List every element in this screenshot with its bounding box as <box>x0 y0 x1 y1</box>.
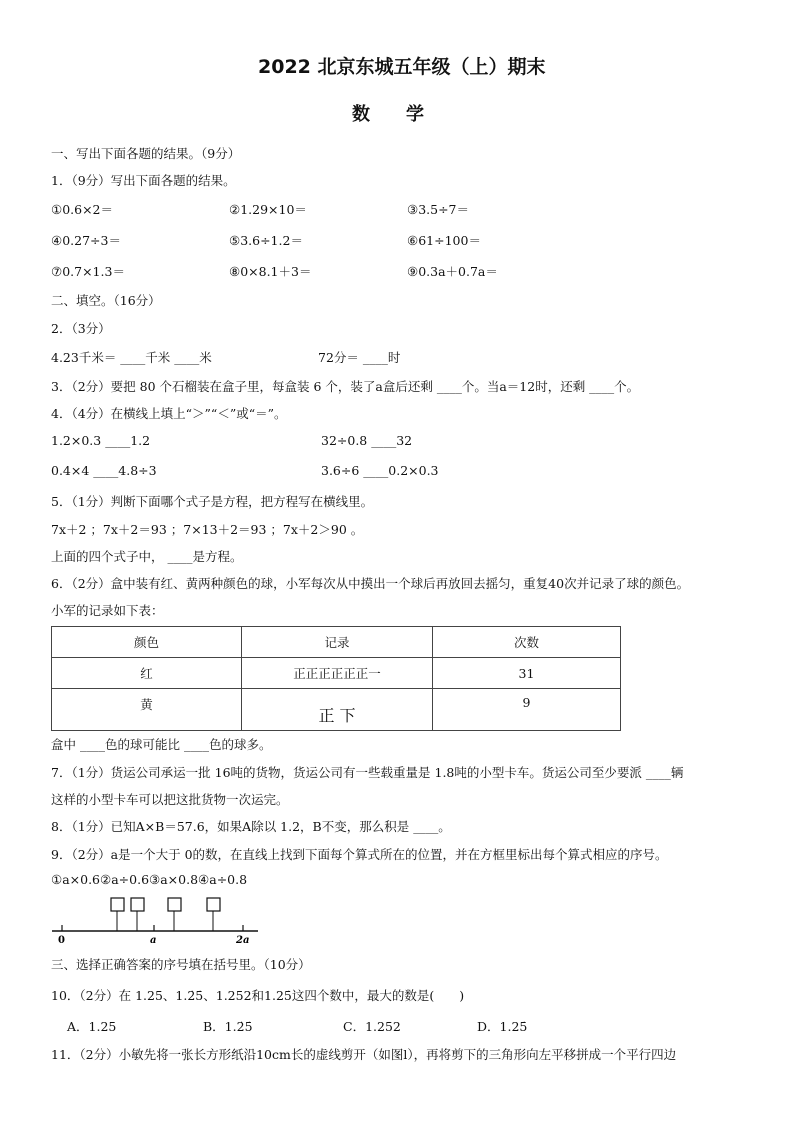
page-subtitle: 数 学 <box>352 104 424 125</box>
option-b[interactable]: B．1.2̇5̇ <box>203 1019 253 1034</box>
table-row <box>52 658 621 689</box>
question-10-stem: 10．（2分）在 1.25、1.2̇5̇、1.252和1.25̇这四个数中，最大的数是( ) <box>51 988 465 1003</box>
question-5-answer: 上面的四个式子中， ____是方程。 <box>51 549 243 564</box>
compare-item: 1.2×0.3 ____1.2 <box>51 433 151 448</box>
answer-box[interactable] <box>111 898 124 911</box>
question-5-stem: 5．（1分）判断下面哪个式子是方程，把方程写在横线里。 <box>51 494 374 509</box>
option-d[interactable]: D．1.25̇ <box>477 1019 528 1034</box>
answer-box[interactable] <box>131 898 144 911</box>
section-heading-2: 二、填空。（16分） <box>51 293 161 308</box>
number-line-figure <box>50 893 260 945</box>
question-2-part-a: 4.23千米＝ ____千米 ____米 <box>51 350 212 365</box>
question-6-stem: 6．（2分）盒中装有红、黄两种颜色的球，小军每次从中摸出一个球后再放回去摇匀，重复40次并记录了球的颜色。 <box>51 576 690 591</box>
calc-item: ⑧0×8.1＋3＝ <box>229 264 312 279</box>
question-7-line-2: 这样的小型卡车可以把这批货物一次运完。 <box>51 792 289 807</box>
calc-item: ⑨0.3a＋0.7a＝ <box>407 264 498 279</box>
answer-box[interactable] <box>207 898 220 911</box>
calc-item: ②1.29×10＝ <box>229 202 307 217</box>
page-title: 2022 北京东城五年级（上）期末 <box>258 56 546 78</box>
calc-item: ⑦0.7×1.3＝ <box>51 264 125 279</box>
calc-item: ⑥61÷100＝ <box>407 233 481 248</box>
axis-label-a: a <box>150 935 157 945</box>
option-c[interactable]: C．1.252 <box>343 1019 401 1034</box>
table-cell: 红 <box>52 658 242 689</box>
question-4-stem: 4．（4分）在横线上填上“＞”“＜”或“＝”。 <box>51 406 287 421</box>
option-a[interactable]: A．1.25 <box>67 1019 117 1034</box>
question-11-stem: 11．（2分）小敏先将一张长方形纸沿10cm长的虚线剪开（如图l），再将剪下的三角形向左平移拼成一个平行四边 <box>51 1047 677 1062</box>
table-header: 颜色 <box>52 627 242 658</box>
question-9-stem: 9．（2分）a是一个大于 0的数，在直线上找到下面每个算式所在的位置，并在方框里标出每个算式相应的序号。 <box>51 847 668 862</box>
table-cell: 31 <box>433 658 621 689</box>
calc-item: ①0.6×2＝ <box>51 202 114 217</box>
compare-item: 3.6÷6 ____0.2×0.3 <box>321 463 439 478</box>
record-table <box>51 626 621 731</box>
table-header: 次数 <box>433 627 621 658</box>
table-cell: 9 <box>433 689 621 731</box>
question-2-part-b: 72分＝ ____时 <box>318 350 401 365</box>
compare-item: 0.4×4 ____4.8÷3 <box>51 463 157 478</box>
compare-item: 32÷0.8 ____32 <box>321 433 413 448</box>
calc-item: ③3.5÷7＝ <box>407 202 470 217</box>
question-6-intro: 小军的记录如下表： <box>51 603 164 618</box>
question-7-line-1: 7．（1分）货运公司承运一批 16吨的货物，货运公司有一些载重量是 1.8吨的小型卡车。货运公司至少要派 ____辆 <box>51 765 684 780</box>
table-header: 记录 <box>242 627 433 658</box>
calc-item: ④0.27÷3＝ <box>51 233 121 248</box>
table-cell: 黄 <box>52 689 242 731</box>
question-8-stem: 8．（1分）已知A×B＝57.6，如果A除以 1.2，B不变，那么积是 ____。 <box>51 819 451 834</box>
question-6-answer: 盒中 ____色的球可能比 ____色的球多。 <box>51 737 272 752</box>
table-row <box>52 689 621 731</box>
question-2-stem: 2．（3分） <box>51 321 111 336</box>
calc-item: ⑤3.6÷1.2＝ <box>229 233 303 248</box>
table-cell: 正 下 <box>242 689 433 731</box>
section-heading-1: 一、写出下面各题的结果。（9分） <box>51 146 241 161</box>
axis-label-zero: 0 <box>58 935 65 945</box>
table-cell: 正正正正正正一 <box>242 658 433 689</box>
question-3-stem: 3．（2分）要把 80 个石榴装在盒子里，每盒装 6 个，装了a盒后还剩 ____个。当a＝12时，还剩 ____个。 <box>51 379 640 394</box>
answer-box[interactable] <box>168 898 181 911</box>
question-9-items: ①a×0.6②a÷0.6③a×0.8④a÷0.8 <box>51 872 248 887</box>
question-1-stem: 1．（9分）写出下面各题的结果。 <box>51 173 236 188</box>
axis-label-2a: 2a <box>236 935 250 945</box>
question-5-expressions: 7x＋2 ；7x＋2＝93 ；7×13＋2＝93 ；7x＋2＞90 。 <box>51 522 364 537</box>
section-heading-3: 三、选择正确答案的序号填在括号里。（10分） <box>51 957 311 972</box>
table-header-row <box>52 627 621 658</box>
